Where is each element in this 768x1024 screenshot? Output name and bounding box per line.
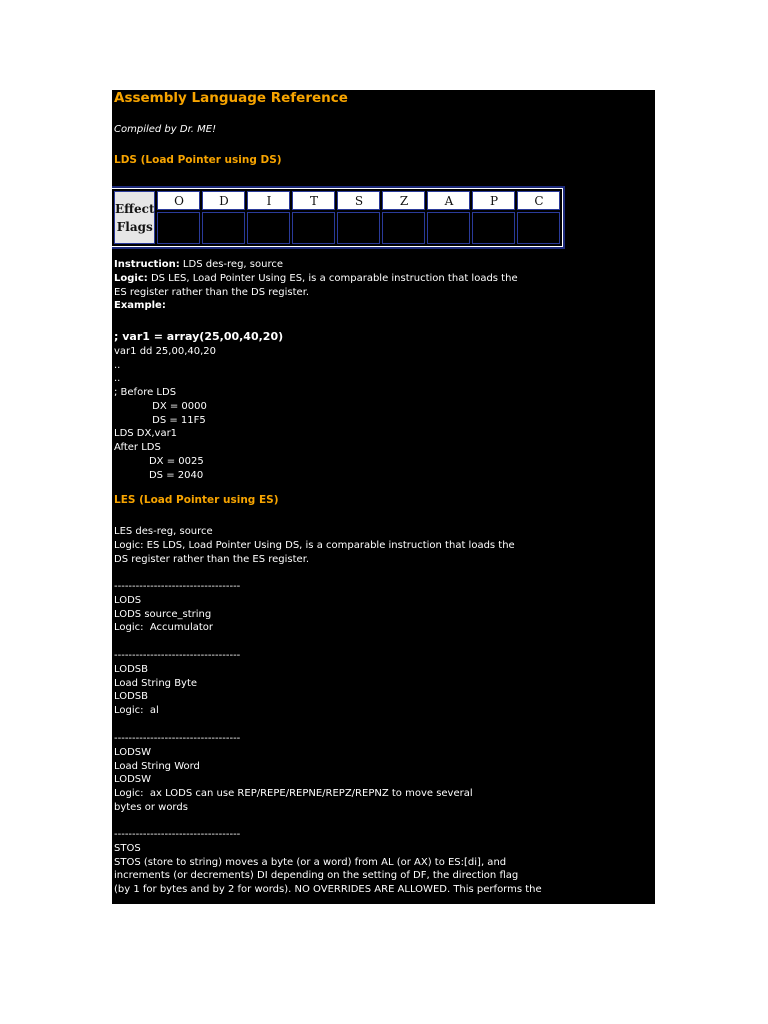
code-line: ; Before LDS (114, 387, 177, 398)
flags-table (112, 186, 565, 249)
instruction-label: Instruction: (114, 259, 180, 270)
text-line: LODSW (114, 746, 152, 758)
page-title: Assembly Language Reference (114, 90, 348, 106)
code-line: DX = 0000 (114, 400, 207, 412)
flag-p: P (472, 191, 515, 210)
text-line: LODSB (114, 663, 148, 675)
text-line: DS register rather than the ES register. (114, 553, 310, 565)
text-line: Load String Byte (114, 677, 198, 689)
flags-label-line2: Flags (116, 219, 153, 234)
lods-section (114, 580, 240, 635)
flag-i-value (247, 212, 290, 244)
text-line: LODSW (114, 774, 152, 786)
flag-z-value (382, 212, 425, 244)
text-line: Logic: ES LDS, Load Pointer Using DS, is a comparable instruction that loads the (114, 539, 515, 551)
lodsb-section (114, 649, 240, 718)
logic-label: Logic: (114, 272, 148, 284)
flag-z: Z (382, 191, 425, 210)
text-line: Logic: al (114, 705, 159, 716)
text-line: LODS source_string (114, 608, 212, 620)
flag-a-value (427, 212, 470, 244)
flag-d: D (202, 191, 245, 210)
logic-text-1: DS LES, Load Pointer Using ES, is a comparable instruction that loads the (147, 272, 518, 284)
text-line: Load String Word (114, 760, 200, 772)
text-line: LES des-reg, source (114, 526, 213, 537)
lds-heading: LDS (Load Pointer using DS) (114, 154, 282, 166)
flag-d-value (202, 212, 245, 244)
flag-t-value (292, 212, 335, 244)
code-line: DX = 0025 (114, 455, 204, 467)
flag-i: I (247, 191, 290, 210)
separator: ----------------------------------- (114, 829, 241, 840)
flag-c-value (517, 212, 560, 244)
text-line: bytes or words (114, 801, 188, 813)
stos-section (114, 828, 542, 897)
separator: ----------------------------------- (114, 581, 241, 592)
code-line: .. (114, 373, 121, 385)
les-heading: LES (Load Pointer using ES) (114, 494, 279, 506)
lodsw-section (114, 732, 473, 815)
flag-o: O (157, 191, 200, 210)
flag-t: T (292, 191, 335, 210)
logic-text-2: ES register rather than the DS register. (114, 286, 310, 298)
instruction-text: LDS des-reg, source (179, 259, 284, 270)
text-line: STOS (114, 842, 141, 854)
code-line: DS = 2040 (114, 469, 204, 481)
les-description (114, 525, 515, 566)
flag-c: C (517, 191, 560, 210)
text-line: LODSB (114, 691, 148, 703)
text-line: Logic: Accumulator (114, 622, 213, 634)
document-page (112, 90, 655, 904)
flags-label-line1: Effect (115, 201, 155, 216)
text-line: LODS (114, 594, 142, 606)
text-line: (by 1 for bytes and by 2 for words). NO OVERRIDES ARE ALLOWED. This performs the (114, 884, 542, 895)
flag-a: A (427, 191, 470, 210)
code-line: .. (114, 359, 121, 371)
flag-s-value (337, 212, 380, 244)
separator: ----------------------------------- (114, 650, 241, 661)
code-line: LDS DX,var1 (114, 428, 178, 440)
code-line: DS = 11F5 (114, 414, 206, 426)
flag-s: S (337, 191, 380, 210)
lds-description (114, 258, 518, 313)
code-line: var1 dd 25,00,40,20 (114, 345, 217, 357)
author-line: Compiled by Dr. ME! (114, 124, 217, 135)
example-label: Example: (114, 300, 166, 312)
flag-p-value (472, 212, 515, 244)
flags-label (114, 191, 155, 244)
text-line: STOS (store to string) moves a byte (or a word) from AL (or AX) to ES:[di], and (114, 856, 507, 868)
lds-example-code (114, 330, 283, 482)
flag-o-value (157, 212, 200, 244)
text-line: Logic: ax LODS can use REP/REPE/REPNE/REPZ/REPNZ to move several (114, 788, 473, 799)
code-line: After LDS (114, 442, 161, 453)
text-line: increments (or decrements) DI depending on the setting of DF, the direction flag (114, 870, 519, 882)
separator: ----------------------------------- (114, 733, 241, 744)
code-heading: ; var1 = array(25,00,40,20) (114, 330, 284, 343)
